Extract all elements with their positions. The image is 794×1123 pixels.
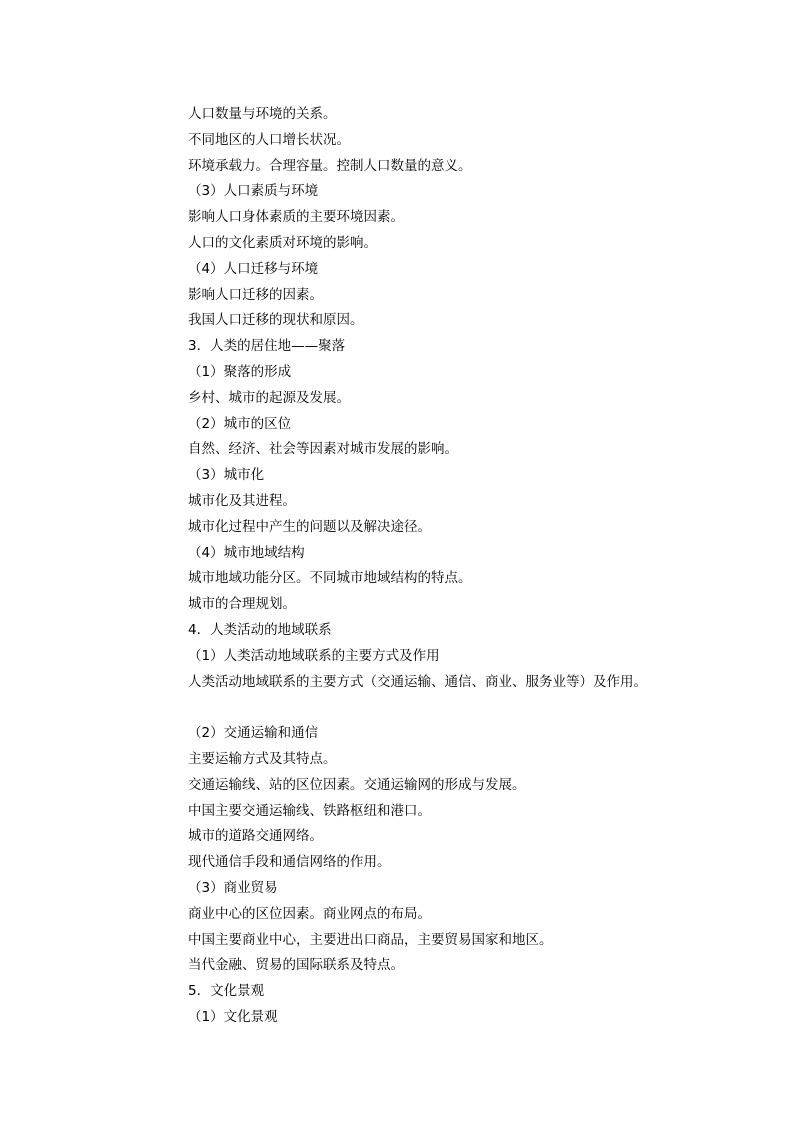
subsection-heading: （2）交通运输和通信: [188, 725, 319, 742]
section-heading: 4．人类活动的地域联系: [188, 621, 332, 638]
text-line: 乡村、城市的起源及发展。: [188, 389, 350, 406]
text-line: 影响人口迁移的因素。: [188, 286, 323, 303]
text-line: 现代通信手段和通信网络的作用。: [188, 854, 391, 871]
text-line: 影响人口身体素质的主要环境因素。: [188, 209, 404, 226]
text-line: 环境承载力。合理容量。控制人口数量的意义。: [188, 157, 472, 174]
text-line: 中国主要交通运输线、铁路枢纽和港口。: [188, 802, 431, 819]
text-line: 城市化及其进程。: [188, 492, 296, 509]
text-line: 交通运输线、站的区位因素。交通运输网的形成与发展。: [188, 776, 526, 793]
document-body: [188, 102, 778, 1031]
subsection-heading: （1）聚落的形成: [188, 363, 292, 380]
blank-line: [188, 695, 778, 721]
subsection-heading: （2）城市的区位: [188, 415, 292, 432]
text-line: 中国主要商业中心，主要进出口商品，主要贸易国家和地区。: [188, 931, 553, 948]
text-line: 城市地域功能分区。不同城市地域结构的特点。: [188, 570, 472, 587]
text-line: 主要运输方式及其特点。: [188, 750, 337, 767]
text-line: 自然、经济、社会等因素对城市发展的影响。: [188, 441, 458, 458]
text-line: 商业中心的区位因素。商业网点的布局。: [188, 905, 431, 922]
subsection-heading: （3）城市化: [188, 467, 265, 484]
section-heading: 3．人类的居住地——聚落: [188, 338, 346, 355]
section-heading: 5．文化景观: [188, 983, 265, 1000]
subsection-heading: （1）人类活动地域联系的主要方式及作用: [188, 647, 440, 664]
subsection-heading: （4）人口迁移与环境: [188, 260, 319, 277]
text-line: 城市的合理规划。: [188, 596, 296, 613]
subsection-heading: （1）文化景观: [188, 1008, 278, 1025]
text-line: 我国人口迁移的现状和原因。: [188, 312, 364, 329]
text-line: 城市的道路交通网络。: [188, 828, 323, 845]
subsection-heading: （4）城市地域结构: [188, 544, 305, 561]
text-line: 人口的文化素质对环境的影响。: [188, 234, 377, 251]
subsection-heading: （3）人口素质与环境: [188, 183, 319, 200]
text-line: 人类活动地域联系的主要方式（交通运输、通信、商业、服务业等）及作用。: [188, 673, 647, 690]
subsection-heading: （3）商业贸易: [188, 879, 278, 896]
text-line: 当代金融、贸易的国际联系及特点。: [188, 957, 404, 974]
text-line: 人口数量与环境的关系。: [188, 106, 337, 122]
text-line: 不同地区的人口增长状况。: [188, 131, 350, 148]
text-line: 城市化过程中产生的问题以及解决途径。: [188, 518, 431, 535]
